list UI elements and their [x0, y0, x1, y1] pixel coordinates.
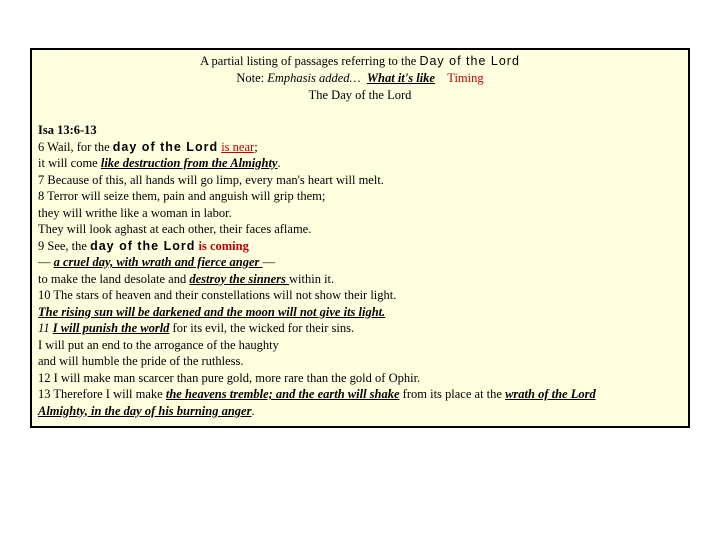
timing-phrase: is coming [198, 238, 249, 253]
verse-line: and will humble the pride of the ruthless. [38, 354, 244, 368]
verse-line [38, 139, 682, 156]
what-its-like-phrase: like destruction from the Almighty [100, 156, 278, 170]
verse-text: — [38, 255, 54, 269]
verse-text: to make the land desolate and [38, 271, 190, 286]
passage-reference: Isa 13:6-13 [38, 123, 97, 137]
verse-line [38, 403, 682, 420]
scripture-passage [38, 122, 682, 419]
sub-heading: The Day of the Lord [308, 88, 412, 102]
timing-phrase: is near [221, 139, 255, 154]
verse-text: 6 Wail, for the [38, 139, 113, 154]
verse-text: ; [254, 139, 258, 154]
verse-text: — [262, 255, 276, 269]
legend-timing: Timing [447, 71, 484, 85]
verse-line [38, 254, 682, 271]
verse-line: 7 Because of this, all hands will go limp, every man's heart will melt. [38, 172, 384, 187]
header-line-3 [32, 87, 688, 104]
day-of-the-lord-heading: Day of the Lord [419, 54, 520, 68]
verse-line [38, 386, 682, 403]
verse-text: within it. [289, 271, 335, 286]
what-its-like-phrase: Almighty, in the day of his burning anger [38, 403, 252, 418]
what-its-like-phrase: the heavens tremble; and the earth will shake [165, 387, 400, 401]
verse-line [38, 155, 682, 172]
verse-text: 13 Therefore I will make [38, 387, 166, 401]
legend-what-its-like: What it's like [366, 71, 435, 85]
what-its-like-phrase: wrath of the Lord [505, 387, 596, 401]
verse-line [38, 271, 682, 288]
verse-line: The rising sun will be darkened and the moon will not give its light. [38, 304, 386, 319]
verse-text: from its place at the [399, 387, 506, 401]
verse-line [38, 238, 682, 255]
verse-line [38, 320, 682, 337]
verse-text: . [277, 156, 281, 170]
verse-text: it will come [38, 156, 101, 170]
emphasis-note: Emphasis added… [267, 71, 361, 85]
verse-text: . [251, 403, 255, 418]
verse-line: 12 I will make man scarcer than pure gold, more rare than the gold of Ophir. [38, 370, 421, 385]
verse-line: I will put an end to the arrogance of the haughty [38, 337, 279, 352]
verse-line: They will look aghast at each other, their faces aflame. [38, 222, 312, 236]
what-its-like-phrase: a cruel day, with wrath and fierce anger [53, 255, 263, 269]
header-line-2 [32, 70, 688, 87]
what-its-like-phrase: destroy the sinners [189, 271, 290, 286]
passage-box [30, 48, 690, 428]
verse-text: for its evil, the wicked for their sins. [169, 321, 355, 335]
spacer [435, 71, 447, 85]
note-label: Note: [236, 71, 268, 85]
verse-text: 9 See, the [38, 238, 91, 253]
what-its-like-phrase: I will punish the world [52, 321, 170, 335]
verse-text: 11 [38, 321, 53, 335]
verse-line: 10 The stars of heaven and their constellations will not show their light. [38, 288, 397, 302]
verse-line: they will writhe like a woman in labor. [38, 205, 232, 220]
header-line-1 [32, 53, 688, 70]
day-of-the-lord: day of the Lord [112, 139, 219, 154]
day-of-the-lord: day of the Lord [90, 238, 196, 253]
verse-line: 8 Terror will seize them, pain and anguish will grip them; [38, 189, 326, 203]
header-text: A partial listing of passages referring to the [200, 54, 420, 68]
